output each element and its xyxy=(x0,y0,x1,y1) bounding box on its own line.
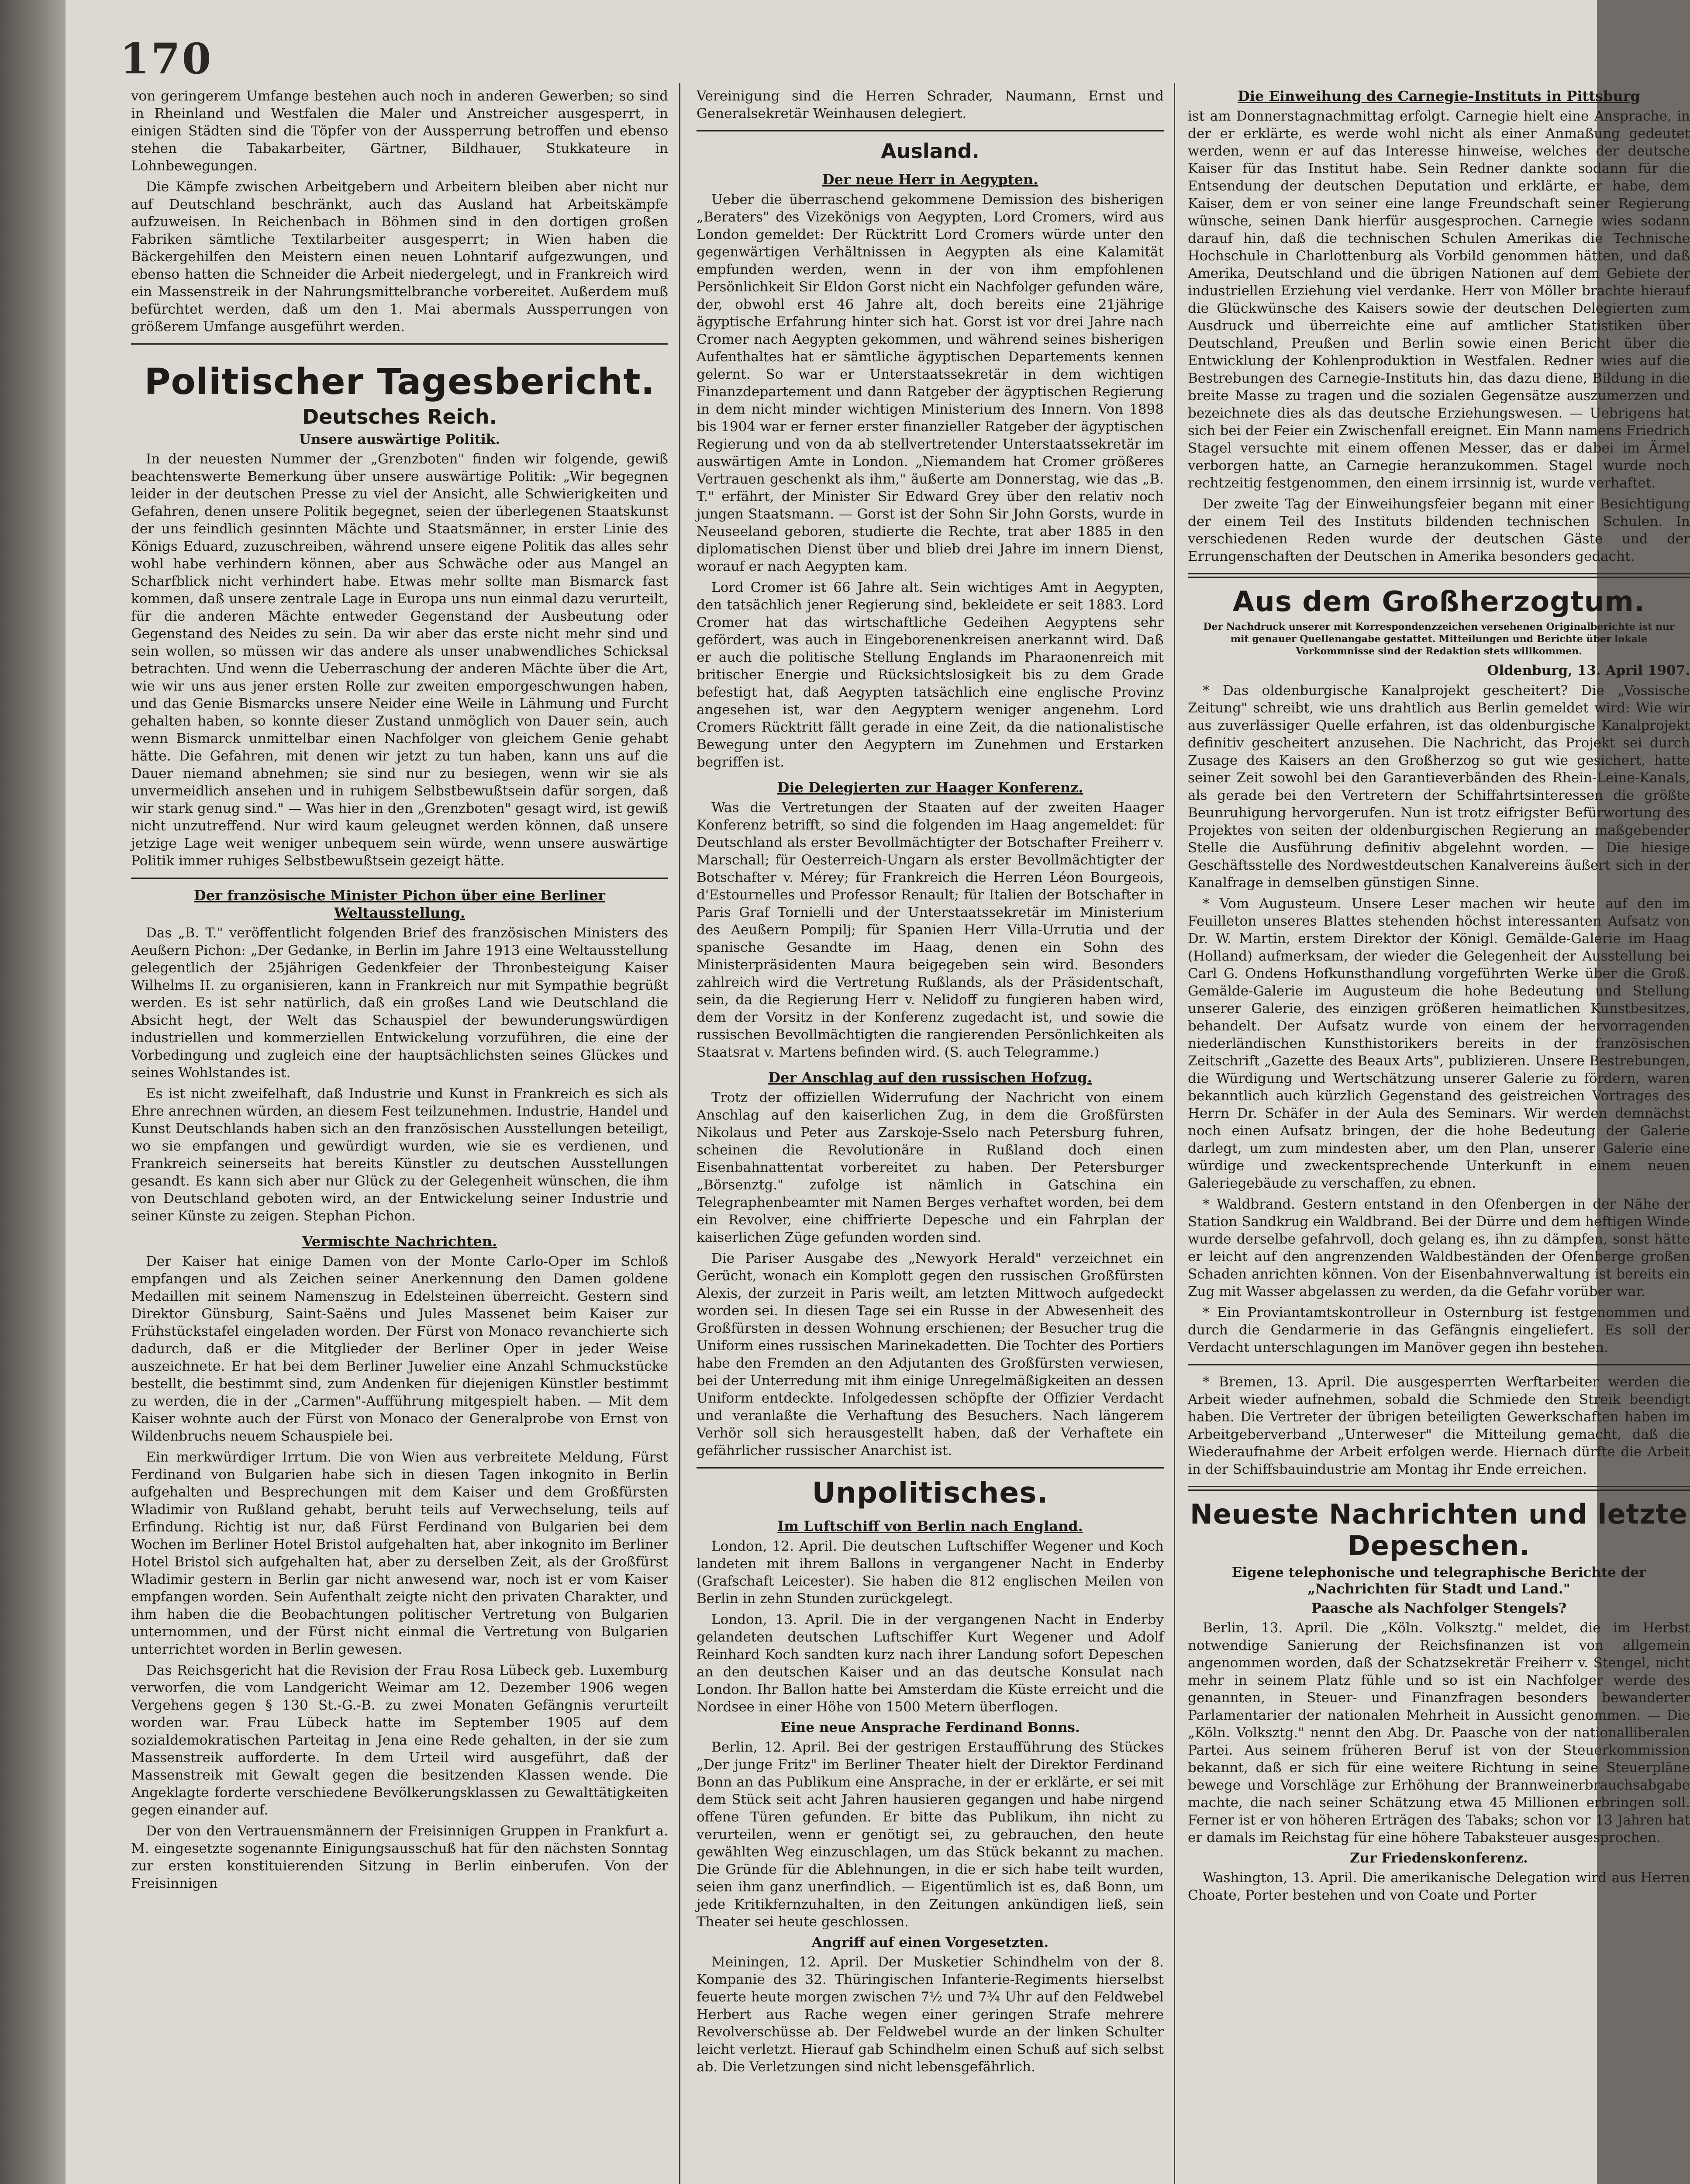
paragraph: Vereinigung sind die Herren Schrader, Naumann, Ernst und Generalsekretär Weinhausen delegiert. xyxy=(697,88,1164,121)
section-headline: Ausland. xyxy=(881,139,980,163)
divider xyxy=(697,1467,1164,1469)
article-title: Der französische Minister Pichon über eine Berliner Weltausstellung. xyxy=(194,887,605,921)
section-headline: Politischer Tagesbericht. xyxy=(144,361,655,403)
paragraph: Die Pariser Ausgabe des „Newyork Herald" verzeichnet ein Gerücht, wonach ein Komplott gegen den russischen Großfürsten Alexis, der zurzeit in Paris weilt, am letzten Mittwoch aufgedeckt worden sei. In diesen Tage sei ein Russe in der Abwesenheit des Großfürsten in dessen Wohnung erschienen; der Besucher trug die Uniform eines russischen Marinekadetten. Die Tochter des Portiers habe den Fremden an den Adjutanten des Großfürsten verwiesen, bei der Unterredung mit ihm einige Unregelmäßigkeiten an dessen Uniform entdeckte. Infolgedessen schöpfte der Offizier Verdacht und veranlaßte die Verhaftung des Besuchers. Nach längerem Verhör soll sich herausgestellt haben, daß der Verhaftete ein gefährlicher russischer Anarchist ist. xyxy=(697,1251,1164,1458)
paragraph: London, 13. April. Die in der vergangenen Nacht in Enderby gelandeten deutschen Luftschiffer Kurt Wegener und Adolf Reinhard Koch sandten kurz nach ihrer Landung sofort Depeschen an den deutschen Kaiser und an das deutsche Konsulat nach London. Ihr Ballon hatte bei Amsterdam die Küste erreicht und die Nordsee in einer Höhe von 1500 Metern überflogen. xyxy=(697,1612,1164,1715)
paragraph: Ueber die überraschend gekommene Demission des bisherigen „Beraters" des Vizekönigs von Aegypten, Lord Cromers, wird aus London gemeldet: Der Rücktritt Lord Cromers würde unter den gegenwärtigen Verhältnissen in Aegypten als eine Kalamität empfunden werden, wenn in der von ihm empfohlenen Persönlichkeit Sir Eldon Gorst nicht ein Nachfolger gefunden wäre, der, obwohl erst 46 Jahre alt, doch bereits eine 21jährige ägyptische Erfahrung hinter sich hat. Gorst ist vor drei Jahre nach Cromer nach Aegypten gekommen, und während seines bisherigen Aufenthaltes hat er sämtliche ägyptischen Departements kennen gelernt. So war er Unterstaatssekretär in dem wichtigen Finanzdepartement und dann Ratgeber der ägyptischen Regierung in dem nicht minder wichtigen Ministerium des Innern. Von 1898 bis 1904 war er ferner erster finanzieller Ratgeber der ägyptischen Regierung und von da ab stellvertretender Unterstaatssekretär im auswärtigen Amte in London. „Niemandem hat Cromer größeres Vertrauen geschenkt als ihm," äußerte am Donnerstag, wie das „B. T." erfährt, der Minister Sir Edward Grey über den relativ noch jungen Staatsmann. — Gorst ist der Sohn Sir John Gorsts, wurde in Neuseeland geboren, studierte die Rechte, trat aber 1885 in den diplomatischen Dienst über und blieb drei Jahre im innern Dienst, worauf er nach Aegypten kam. xyxy=(697,192,1164,574)
article-title: Vermischte Nachrichten. xyxy=(302,1233,497,1250)
article-title: Paasche als Nachfolger Stengels? xyxy=(1311,1600,1567,1616)
divider xyxy=(1188,1364,1690,1365)
reprint-notice: Der Nachdruck unserer mit Korrespondenzzeichen versehenen Originalberichte ist nur mit genauer Quellenangabe gestattet. Mitteilungen und Berichte über lokale Vorkommnisse sind der Redaktion stets willkommen. xyxy=(1203,621,1675,657)
paragraph: von geringerem Umfange bestehen auch noch in anderen Gewerben; so sind in Rheinland und Westfalen die Maler und Anstreicher ausgesperrt, in einigen Städten sind die Töpfer von der Aussperrung betroffen und ebenso stehen die Tabakarbeiter, Gärtner, Bildhauer, Stukkateure in Lohnbewegungen. xyxy=(131,88,668,174)
paragraph: Die Kämpfe zwischen Arbeitgebern und Arbeitern bleiben aber nicht nur auf Deutschland beschränkt, auch das Ausland hat Arbeitskämpfe aufzuweisen. In Reichenbach in Böhmen sind in den dortigen großen Fabriken sämtliche Textilarbeiter ausgesperrt; in Wien haben die Bäckergehilfen den Meistern einen neuen Lohntarif aufgezwungen, und ebenso hatten die Schneider die Arbeit niedergelegt, und in Frankreich wird ein Massenstreik in der Nahrungsmittelbranche vorbereitet. Außerdem muß befürchtet werden, daß um den 1. Mai abermals Aussperrungen von größerem Umfange ausgeführt werden. xyxy=(131,179,668,335)
paragraph: Was die Vertretungen der Staaten auf der zweiten Haager Konferenz betrifft, so sind die folgenden im Haag angemeldet: für Deutschland als erster Bevollmächtigter der Botschafter Freiherr v. Marschall; für Oesterreich-Ungarn als erster Bevollmächtigter der Botschafter v. Mérey; für Frankreich die Herren Léon Bourgeois, d'Estournelles und Professor Renault; für Italien der Botschafter in Paris Graf Tornielli und der Unterstaatssekretär im Ministerium des Aeußern Pompilj; für Spanien Herr Villa-Urrutia und der spanische Gesandte im Haag, denen ein Sohn des Ministerpräsidenten Maura beigegeben sein wird. Besonders zahlreich wird die Vertretung Rußlands, als der Präsidentschaft, sein, da die Regierung Herr v. Nelidoff zu fungieren haben wird, dem der Vorsitz in der Konferenz zugedacht ist, und sowie die russischen Bevollmächtigten die rangierenden Persönlichkeiten als Staatsrat v. Martens befinden wird. (S. auch Telegramme.) xyxy=(697,800,1164,1060)
paragraph: Ein merkwürdiger Irrtum. Die von Wien aus verbreitete Meldung, Fürst Ferdinand von Bulgarien habe sich in diesen Tagen inkognito in Berlin aufgehalten und Besprechungen mit dem Kaiser und dem Großfürsten Wladimir von Rußland gehabt, beruht teils auf Verwechselung, teils auf Erfindung. Richtig ist nur, daß Fürst Ferdinand von Bulgarien bei dem Wochen im Berliner Hotel Bristol aufgehalten hat, aber inkognito im Berliner Hotel Bristol sich aufgehalten hat, aber zu derselben Zeit, als der Großfürst Wladimir gestern in Berlin gar nicht anwesend war, noch ist er vom Kaiser empfangen worden. Sein Aufenthalt zeigte nicht den privaten Charakter, und ihm haben die die Beobachtungen politischer Vertretung von Bulgarien unternommen, und der Fürst nicht einmal die Vertretung von Bulgarien unterrichtet worden in Berlin gewesen. xyxy=(131,1449,668,1657)
section-headline: Neueste Nachrichten und letzte Depeschen. xyxy=(1190,1498,1688,1562)
paragraph: Trotz der offiziellen Widerrufung der Nachricht von einem Anschlag auf den kaiserlichen Zug, in dem die Großfürsten Nikolaus und Peter aus Zarskoje-Sselo nach Petersburg fuhren, scheinen die Revolutionäre in Rußland doch einen Eisenbahnattentat vorbereitet zu haben. Der Petersburger „Börsenztg." zufolge ist nämlich in Gatschina ein Telegraphenbeamter mit Namen Berges verhaftet worden, bei dem ein Revolver, eine chiffrierte Depesche und ein Fahrplan der kaiserlichen Züge gefunden worden sind. xyxy=(697,1090,1164,1245)
column-3 xyxy=(1188,87,1690,2184)
article-title: Unsere auswärtige Politik. xyxy=(299,432,500,447)
section-headline: Aus dem Großherzogtum. xyxy=(1232,586,1645,618)
divider xyxy=(697,130,1164,131)
paragraph: ist am Donnerstagnachmittag erfolgt. Carnegie hielt eine Ansprache, in der er erklärte, es werde wohl nicht als einer Anmaßung gedeutet werden, wenn er auf das Interesse hinweise, welches der deutsche Kaiser für das Institut habe. Sein Redner dankte sodann für die Entsendung der deutschen Deputation und erklärte, er habe, dem Kaiser, dem er von seiner eine lange Freundschaft seiner Regierung wünsche, seinen Dank hierfür ausgesprochen. Carnegie wies sodann darauf hin, daß die technischen Schulen Amerikas die Technische Hochschule in Charlottenburg als Vorbild genommen hätten, und daß Amerika, Deutschland und die übrigen Nationen auf dem Gebiete der industriellen Erziehung viel verdanke. Herr von Möller brachte hierauf die Glückwünsche des Kaisers sowie der deutschen Delegierten zum Ausdruck und überreichte eine auf amtlicher Statistiken über Deutschland, Preußen und Berlin sowie einen Bericht über die Entwicklung der Kohlenproduktion in Westfalen. Redner wies auf die Bestrebungen des Carnegie-Instituts hin, das dazu diene, Bildung in die breite Masse zu tragen und die sozialen Gegensätze auszumerzen und bezeichnete dies als das deutsche Erziehungswesen. — Uebrigens hat sich bei der Feier ein Zwischenfall ereignet. Ein Mann namens Friedrich Stagel versuchte mit einem offenen Messer, das er dabei im Ärmel verborgen hatte, an Carnegie heranzukommen. Stagel wurde noch rechtzeitig festgenommen, den einem irrsinnig ist, wurde verhaftet. xyxy=(1188,108,1690,491)
column-rule xyxy=(679,83,680,2184)
page-number: 170 xyxy=(120,34,213,83)
article-title: Angriff auf einen Vorgesetzten. xyxy=(811,1935,1049,1950)
article-title: Zur Friedenskonferenz. xyxy=(1350,1850,1528,1866)
paragraph: Berlin, 12. April. Bei der gestrigen Erstaufführung des Stückes „Der junge Fritz" im Berliner Theater hielt der Direktor Ferdinand Bonn an das Publikum eine Ansprache, in der er erklärte, er sei mit dem Stück seit acht Jahren hausieren gegangen und habe nirgend offene Türen gefunden. Er bitte das Publikum, ihn nicht zu verurteilen, wenn er genötigt sei, zu gebrauchen, den heute gewählten Weg einzuschlagen, um das Stück bekannt zu machen. Die Gründe für die Ablehnungen, in die er sich habe teilt wurden, seien ihm ganz unerfindlich. — Eigentümlich ist es, daß Bonn, um jede Kritikfernzuhalten, in den Zeitungen ankündigen ließ, sein Theater sei heute geschlossen. xyxy=(697,1739,1164,1930)
paragraph: * Vom Augusteum. Unsere Leser machen wir heute auf den im Feuilleton unseres Blattes stehenden höchst interessanten Aufsatz von Dr. W. Martin, erstem Direktor der Königl. Gemälde-Galerie im Haag (Holland) aufmerksam, der wieder die Gelegenheit der Ausstellung bei Carl G. Ondens Hofkunsthandlung vorgeführten Werke über die Groß. Gemälde-Galerie im Augusteum die hohe Bedeutung und Stellung unserer Galerie, des einzigen größeren heimatlichen Kunstbesitzes, behandelt. Der Aufsatz wurde von einem der hervorragenden niederländischen Kunsthistorikers bereits in der französischen Zeitschrift „Gazette des Beaux Arts", publizieren. Unsere Bestrebungen, die Würdigung und Wertschätzung unserer Galerie zu fördern, waren bekanntlich auch kürzlich Gegenstand des geistreichen Vortrages des Herrn Dr. Schäfer in der Aula des Seminars. Wir werden demnächst noch einen Aufsatz bringen, der die hohe Bedeutung der Galerie darlegt, um zum mindesten aber, um den Plan, unserer Galerie eine würdige und zweckentsprechende Unterkunft in einem neuen Galeriegebäude zu verschaffen, zu ebnen. xyxy=(1188,896,1690,1191)
article-title: Die Einweihung des Carnegie-Instituts in Pittsburg xyxy=(1238,88,1640,104)
article-title: Im Luftschiff von Berlin nach England. xyxy=(777,1518,1083,1534)
article-title: Der Anschlag auf den russischen Hofzug. xyxy=(768,1069,1092,1086)
newspaper-page xyxy=(66,0,1690,2184)
paragraph: * Bremen, 13. April. Die ausgesperrten Werftarbeiter werden die Arbeit wieder aufnehmen, sobald die Schmiede den Streik beendigt haben. Die Vertreter der übrigen beteiligten Gewerkschaften haben im Arbeitgeberverband „Unterweser" die Mitteilung gemacht, daß die Wiederaufnahme der Arbeit erfolgen werde. Hiernach dürfte die Arbeit in der Schiffsbauindustrie am Montag ihr Ende erreichen. xyxy=(1188,1374,1690,1477)
paragraph: Der von den Vertrauensmännern der Freisinnigen Gruppen in Frankfurt a. M. eingesetzte sogenannte Einigungsausschuß hat für den nächsten Sonntag zur ersten konstituierenden Sitzung in Berlin einberufen. Von der Freisinnigen xyxy=(131,1823,668,1891)
paragraph: London, 12. April. Die deutschen Luftschiffer Wegener und Koch landeten mit ihrem Ballons in vergangener Nacht in Enderby (Grafschaft Leicester). Sie haben die 812 englischen Meilen von Berlin in zehn Stunden zurückgelegt. xyxy=(697,1538,1164,1607)
divider xyxy=(131,878,668,879)
paragraph: Der zweite Tag der Einweihungsfeier begann mit einer Besichtigung der einem Teil des Instituts bildenden technischen Schulen. In verschiedenen Reden wurde der deutschen Gäste und der Errungenschaften der Deutschen in Amerika besonders gedacht. xyxy=(1188,496,1690,564)
section-headline: Unpolitisches. xyxy=(812,1476,1048,1510)
paragraph: Das Reichsgericht hat die Revision der Frau Rosa Lübeck geb. Luxemburg verworfen, die vom Landgericht Weimar am 12. Dezember 1906 wegen Vergehens gegen § 130 St.-G.-B. zu zwei Monaten Gefängnis verurteilt worden war. Frau Lübeck hatte im September 1905 auf dem sozialdemokratischen Parteitag in Jena eine Rede gehalten, in der sie zum Massenstreik aufforderte. In dem Urteil wird ausgeführt, daß der Massenstreik mit Gewalt gegen die besitzenden Klassen wende. Die Angeklagte forderte verschiedene Bevölkerungsklassen zu Gewalttätigkeiten gegen einander auf. xyxy=(131,1662,668,1818)
paragraph: Es ist nicht zweifelhaft, daß Industrie und Kunst in Frankreich es sich als Ehre anrechnen würden, an diesem Fest teilzunehmen. Industrie, Handel und Kunst Deutschlands haben sich an den französischen Ausstellungen beteiligt, wo sie empfangen und gewürdigt wurden, wie sie es verdienen, und Frankreich seinerseits hat bereits Künstler zu deutschen Ausstellungen gesandt. Es kann sich aber nur Glück zu der Gelegenheit wünschen, die ihm von Deutschland geboten wird, an der Entwickelung seiner Industrie und seiner Künste zu zeigen. Stephan Pichon. xyxy=(131,1086,668,1224)
paragraph: Der Kaiser hat einige Damen von der Monte Carlo-Oper im Schloß empfangen und als Zeichen seiner Anerkennung den Damen goldene Medaillen mit seinem Namenszug in Edelsteinen überreicht. Gestern sind Direktor Günsburg, Saint-Saëns und Jules Massenet beim Kaiser zur Frühstückstafel eingeladen worden. Der Fürst von Monaco revanchierte sich dadurch, daß er die Mitglieder der Berliner Oper in jeder Weise auszeichnete. Er hat bei dem Berliner Juwelier eine Anzahl Schmuckstücke bestellt, die bestimmt sind, zum Andenken für diejenigen Künstler bestimmt zu werden, die in der „Carmen"-Aufführung mitgespielt haben. — Mit dem Kaiser wohnte auch der Fürst von Monaco der Generalprobe von Ernst von Wildenbruchs neuem Schauspiele bei. xyxy=(131,1254,668,1444)
paragraph: Berlin, 13. April. Die „Köln. Volksztg." meldet, die im Herbst notwendige Sanierung der Reichsfinanzen ist von allgemein angenommen worden, daß der Schatzsekretär Freiherr v. Stengel, nicht mehr in seinem Platz fühle und so ist ein Nachfolger werde des genannten, in Steuer- und Finanzfragen besonders bewanderter Parlamentarier der nationalen Mehrheit in Aussicht genommen. — Die „Köln. Volksztg." nennt den Abg. Dr. Paasche von der nationalliberalen Partei. Aus seinem früheren Beruf ist von der Steuerkommission bekannt, daß er sich für eine weitere Richtung in seine Steuerpläne bewege und Vorschläge zur Erhöhung der Brannweinerbrauchsabgabe machte, die nach seiner Schätzung etwa 45 Millionen erbringen soll. Ferner ist er von höheren Erträgen des Tabaks; schon vor 13 Jahren hat er damals im Reichstag für eine höhere Tabaksteuer ausgesprochen. xyxy=(1188,1620,1690,1845)
article-title: Der neue Herr in Aegypten. xyxy=(822,171,1038,188)
section-subheadline: Deutsches Reich. xyxy=(302,405,497,429)
paragraph: In der neuesten Nummer der „Grenzboten" finden wir folgende, gewiß beachtenswerte Bemerkung über unsere auswärtige Politik: „Wir begegnen leider in der deutschen Presse zu viel der Ansicht, alle Schwierigkeiten und Gefahren, denen unsere Politik begegnet, seien der überlegenen Staatskunst der uns feindlich gesinnten Mächte und Staatsmänner, in erster Linie des Königs Eduard, zuzuschreiben, während unsere eigene Politik das alles sehr wohl habe verhindern können, aber aus Schwäche oder aus Mangel an Scharfblick nicht verhindert habe. Etwas mehr sollte man Bismarck fast kommen, daß unsere zentrale Lage in Europa uns nun einmal dazu verurteilt, für die anderen Mächte entweder Gegenstand der Ausbeutung oder Gegenstand des Neides zu sein. Da wir aber das erste nicht mehr sind und sein wollen, so müssen wir das andere als unser unabwendliches Schicksal betrachten. Und wenn die Ueberraschung der anderen Mächte über die Art, wie wir uns aus jener ersten Rolle zur zweiten emporgeschwungen haben, und das Genie Bismarcks unsere Neider eine Weile in Lähmung und Furcht gehalten haben, so konnte dieser Zustand unmöglich von Dauer sein, auch wenn Bismarck unmittelbar einen Nachfolger von gleichem Genie gehabt hätte. Die Gefahren, mit denen wir jetzt zu tun haben, kann uns auf die Dauer niemand abnehmen; sie sind nur zu besiegen, wenn wir sie als unvermeidlich ansehen und in ruhigem Selbstbewußtsein dafür sorgen, daß wir stark genug sind." — Was hier in den „Grenzboten" gesagt wird, ist gewiß nicht unzutreffend. Nur wird kaum geleugnet werden können, daß unsere jetzige Lage weit weniger unbequem sein würde, wenn unsere auswärtige Politik immer ruhiges Selbstbewußtsein gezeigt hätte. xyxy=(131,451,668,869)
double-divider xyxy=(1188,573,1690,578)
paragraph: Meiningen, 12. April. Der Musketier Schindhelm von der 8. Kompanie des 32. Thüringischen Infanterie-Regiments hierselbst feuerte heute morgen zwischen 7½ und 7¾ Uhr auf den Feldwebel Herbert aus Rache wegen einer geringen Strafe mehrere Revolverschüsse ab. Der Feldwebel wurde an der linken Schulter leicht verletzt. Hierauf gab Schindhelm einen Schuß auf sich selbst ab. Die Verletzungen sind nicht lebensgefährlich. xyxy=(697,1954,1164,2075)
divider xyxy=(131,343,668,345)
section-subheadline: Eigene telephonische und telegraphische Berichte der „Nachrichten für Stadt und Land." xyxy=(1231,1565,1646,1597)
paragraph: Das „B. T." veröffentlicht folgenden Brief des französischen Ministers des Aeußern Pichon: „Der Gedanke, in Berlin im Jahre 1913 eine Weltausstellung gelegentlich der 25jährigen Gedenkfeier der Thronbesteigung Kaiser Wilhelms II. zu organisieren, kann in Frankreich nur mit Sympathie begrüßt werden. Es ist sehr natürlich, daß ein großes Land wie Deutschland die Absicht hegt, der Welt das Schauspiel der bewunderungswürdigen industriellen und kommerziellen Entwickelung vorzuführen, die eine der Vorbedingung und zugleich eine der hauptsächlichsten seines Glückes und seines Wohlstandes ist. xyxy=(131,925,668,1081)
paragraph: * Waldbrand. Gestern entstand in den Ofenbergen in der Nähe der Station Sandkrug ein Waldbrand. Bei der Dürre und dem heftigen Winde wurde derselbe gefahrvoll, doch gelang es, ihn zu dämpfen, sonst hätte er leicht auf den angrenzenden Waldbeständen der Ofenberge großen Schaden anrichten können. Von der Eisenbahnverwaltung ist bereits ein Zug mit Wasser abgelassen zu werden, da die Gefahr vorüber war. xyxy=(1188,1196,1690,1299)
column-1 xyxy=(131,87,668,2184)
article-title: Eine neue Ansprache Ferdinand Bonns. xyxy=(780,1720,1080,1735)
book-spine xyxy=(0,0,66,2184)
paragraph: Washington, 13. April. Die amerikanische Delegation wird aus Herren Choate, Porter bestehen und von Coate und Porter xyxy=(1188,1870,1690,1903)
paragraph: Lord Cromer ist 66 Jahre alt. Sein wichtiges Amt in Aegypten, den tatsächlich jener Regierung sind, bekleidete er seit 1883. Lord Cromer hat das wirtschaftliche Gedeihen Aegyptens sehr gefördert, was auch in Eingeborenenkreisen anerkannt wird. Daß er auch die politische Stellung Englands im Pharaonenreich mit britischer Energie und Rücksichtslosigkeit bis zu dem Grade befestigt hat, daß Aegypten tatsächlich eine englische Provinz angesehen ist, war den Aegyptern weniger angenehm. Lord Cromers Rücktritt fällt gerade in eine Zeit, da die nationalistische Bewegung unter den Aegyptern im Zunehmen und Erstarken begriffen ist. xyxy=(697,580,1164,770)
paragraph: * Das oldenburgische Kanalprojekt gescheitert? Die „Vossische Zeitung" schreibt, wie uns drahtlich aus Berlin gemeldet wird: Wie wir aus zuverlässiger Quelle erfahren, ist das oldenburgische Kanalprojekt definitiv gescheitert anzusehen. Die Nachricht, das Projekt sei durch Zusage des Kaisers an den Großherzog so gut wie gesichert, hatte seiner Zeit sowohl bei den Garantieverbänden des Rhein-Leine-Kanals, als gerade bei den Vertretern der Schiffahrtsinteressen die größte Beunruhigung hervorgerufen. Nun ist trotz eifrigster Befürwortung des Projektes von seiten der oldenburgischen Regierung an maßgebender Stelle die Ausführung definitiv abgelehnt worden. — Die hiesige Geschäftsstelle des Nordwestdeutschen Kanalvereins äußert sich in der Kanalfrage in demselben günstigen Sinne. xyxy=(1188,683,1690,891)
column-rule xyxy=(1174,83,1175,2184)
column-2 xyxy=(697,87,1164,2184)
dateline: Oldenburg, 13. April 1907. xyxy=(1487,663,1690,678)
paragraph: * Ein Proviantamtskontrolleur in Osternburg ist festgenommen und durch die Gendarmerie in das Gefängnis eingeliefert. Es soll der Verdacht unterschlagungen im Manöver gegen ihn bestehen. xyxy=(1188,1305,1690,1355)
article-title: Die Delegierten zur Haager Konferenz. xyxy=(777,779,1083,796)
double-divider xyxy=(1188,1486,1690,1491)
